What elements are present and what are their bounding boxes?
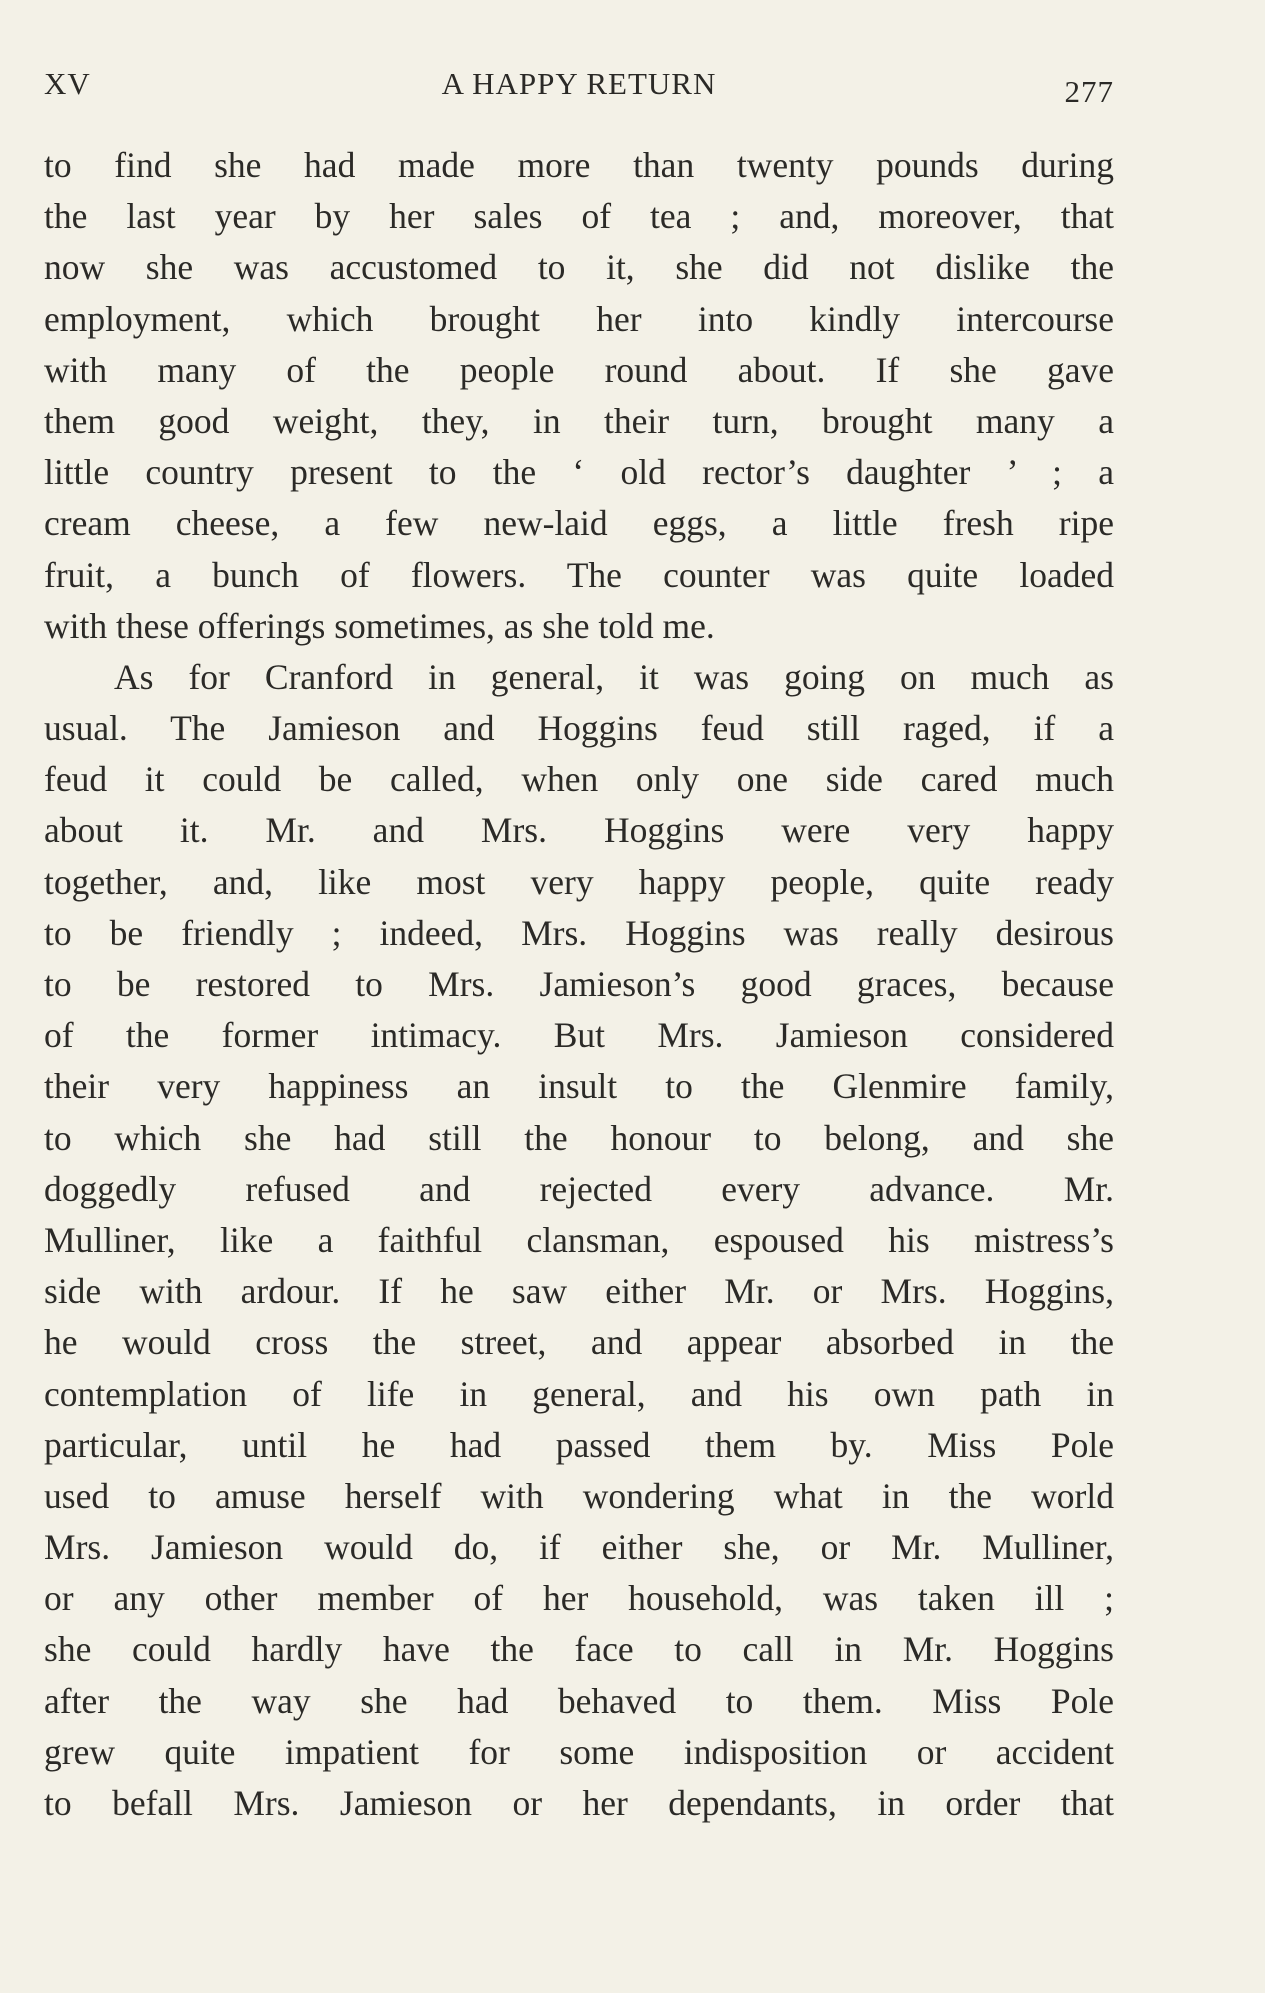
text-line: particular, until he had passed them by. Miss Pole xyxy=(44,1424,1114,1465)
text-line: to which she had still the honour to belong, and she xyxy=(44,1117,1114,1158)
running-header xyxy=(44,64,1114,109)
text-line: with many of the people round about. If she gave xyxy=(44,349,1114,390)
text-line: usual. The Jamieson and Hoggins feud still raged, if a xyxy=(44,708,1114,749)
text-line: grew quite impatient for some indisposition or accident xyxy=(44,1731,1114,1772)
text-line: together, and, like most very happy people, quite ready xyxy=(44,861,1114,902)
body-text xyxy=(44,140,1114,1829)
text-line: with these offerings sometimes, as she told me. xyxy=(44,605,715,646)
text-line: side with ardour. If he saw either Mr. or Mrs. Hoggins, xyxy=(44,1271,1114,1312)
text-line: to befall Mrs. Jamieson or her dependants, in order that xyxy=(44,1783,1114,1823)
text-line: little country present to the ‘ old rector’s daughter ’ ; a xyxy=(44,452,1114,493)
running-title: A HAPPY RETURN xyxy=(441,66,717,101)
text-line: Mulliner, like a faithful clansman, espoused his mistress’s xyxy=(44,1219,1114,1260)
text-line: about it. Mr. and Mrs. Hoggins were very happy xyxy=(44,810,1114,851)
text-line: he would cross the street, and appear absorbed in the xyxy=(44,1322,1114,1363)
text-line: used to amuse herself with wondering what in the world xyxy=(44,1475,1114,1516)
text-line: their very happiness an insult to the Glenmire family, xyxy=(44,1066,1114,1107)
page-number: 277 xyxy=(1064,74,1114,109)
text-line: contemplation of life in general, and his own path in xyxy=(44,1373,1114,1414)
text-line: fruit, a bunch of flowers. The counter was quite loaded xyxy=(44,554,1114,595)
text-line: cream cheese, a few new-laid eggs, a little fresh ripe xyxy=(44,503,1114,544)
text-line: feud it could be called, when only one side cared much xyxy=(44,759,1114,800)
chapter-number: XV xyxy=(44,66,91,101)
text-line: to find she had made more than twenty pounds during xyxy=(44,145,1114,185)
text-line: or any other member of her household, was taken ill ; xyxy=(44,1578,1114,1619)
text-line: now she was accustomed to it, she did not dislike the xyxy=(44,247,1114,288)
text-line: As for Cranford in general, it was going on much as xyxy=(114,656,1114,697)
text-line: Mrs. Jamieson would do, if either she, or Mr. Mulliner, xyxy=(44,1527,1114,1568)
text-line: after the way she had behaved to them. Miss Pole xyxy=(44,1680,1114,1721)
text-line: of the former intimacy. But Mrs. Jamieson considered xyxy=(44,1015,1114,1056)
text-line: to be friendly ; indeed, Mrs. Hoggins was really desirous xyxy=(44,912,1114,953)
text-line: to be restored to Mrs. Jamieson’s good graces, because xyxy=(44,964,1114,1004)
text-line: the last year by her sales of tea ; and, moreover, that xyxy=(44,196,1114,237)
text-line: she could hardly have the face to call in Mr. Hoggins xyxy=(44,1629,1114,1670)
text-line: employment, which brought her into kindly intercourse xyxy=(44,298,1114,339)
paragraph xyxy=(44,652,1114,1829)
text-line: them good weight, they, in their turn, brought many a xyxy=(44,400,1114,441)
paragraph xyxy=(44,140,1114,652)
text-line: doggedly refused and rejected every advance. Mr. xyxy=(44,1168,1114,1209)
